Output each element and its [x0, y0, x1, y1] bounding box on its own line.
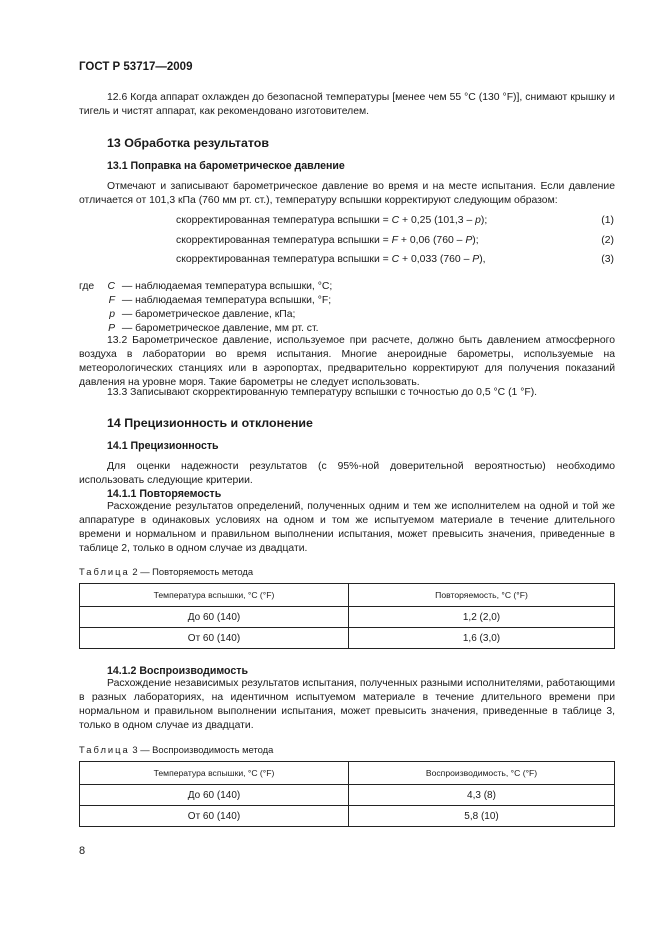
table-cell: До 60 (140) [80, 607, 349, 628]
table-2-repeatability [79, 583, 615, 649]
legend-row: F — наблюдаемая температура вспышки, °F; [108, 295, 332, 306]
formula-number: (3) [601, 254, 614, 265]
paragraph-12-6: 12.6 Когда аппарат охлажден до безопасной температуры [менее чем 55 °С (130 °F)], снимают крышку и тигель и чистят аппарат, как рекомендовано изготовителем. [79, 92, 615, 117]
table-cell: До 60 (140) [80, 785, 349, 806]
legend-row: где C — наблюдаемая температура вспышки, °С; [79, 281, 333, 292]
paragraph-13-3: 13.3 Записывают скорректированную температуру вспышки с точностью до 0,5 °С (1 °F). [107, 387, 538, 398]
table-header-cell: Воспроизводимость, °С (°F) [349, 762, 615, 785]
table-header-cell: Повторяемость, °С (°F) [349, 584, 615, 607]
section-13-title: 13 Обработка результатов [107, 136, 269, 150]
paragraph-13-2: 13.2 Барометрическое давление, используемое при расчете, должно быть давлением атмосферного воздуха в лаборатории во время испытания. Многие анероидные барометры, используемые на метеорологических станциях или в аэропортах, предварительно корректируют для получения показаний давления на уровне моря. Такие барометры не следует использовать. [79, 335, 615, 388]
table-cell: От 60 (140) [80, 628, 349, 649]
paragraph-14-1: Для оценки надежности результатов (с 95%-ной доверительной вероятностью) необходимо использовать следующие критерии. [79, 461, 615, 486]
formula-1: скорректированная температура вспышки = C + 0,25 (101,3 – p); (1) [176, 215, 614, 226]
table-header-cell: Температура вспышки, °С (°F) [80, 762, 349, 785]
legend-row: P — барометрическое давление, мм рт. ст. [108, 323, 319, 334]
paragraph-14-1-1: Расхождение результатов определений, полученных одним и тем же исполнителем на одной и той же аппаратуре в одинаковых условиях на одном и том же испытуемом материале в течение длительного времени и нормальном и правильном выполнении испытания, может превысить значения, приведенные в таблице 2, только в одном случае из двадцати. [79, 501, 615, 554]
formula-2: скорректированная температура вспышки = F + 0,06 (760 – P); (2) [176, 235, 614, 246]
subsection-14-1-1-title: 14.1.1 Повторяемость [107, 488, 222, 500]
table-row [80, 806, 615, 827]
table-row [80, 628, 615, 649]
table-cell: 4,3 (8) [349, 785, 615, 806]
table-row [80, 785, 615, 806]
subsection-14-1-2-title: 14.1.2 Воспроизводимость [107, 665, 248, 677]
table-cell: 1,2 (2,0) [349, 607, 615, 628]
table-cell: 1,6 (3,0) [349, 628, 615, 649]
table-row [80, 607, 615, 628]
symbol-legend [79, 280, 332, 336]
table-cell: От 60 (140) [80, 806, 349, 827]
table-3-caption: Таблица 3 — Воспроизводимость метода [79, 744, 274, 755]
table-2-caption: Таблица 2 — Повторяемость метода [79, 566, 254, 577]
table-cell: 5,8 (10) [349, 806, 615, 827]
page-number: 8 [79, 845, 86, 857]
table-header-row [80, 584, 615, 607]
section-14-title: 14 Прецизионность и отклонение [107, 416, 313, 430]
formula-number: (2) [601, 235, 614, 246]
subsection-14-1-title: 14.1 Прецизионность [107, 440, 219, 452]
table-3-reproducibility [79, 761, 615, 827]
formula-number: (1) [601, 215, 614, 226]
document-header: ГОСТ Р 53717—2009 [79, 61, 193, 73]
table-header-row [80, 762, 615, 785]
subsection-13-1-title: 13.1 Поправка на барометрическое давление [107, 160, 345, 172]
legend-row: p — барометрическое давление, кПа; [109, 309, 296, 320]
paragraph-14-1-2: Расхождение независимых результатов испытания, полученных разными исполнителями, работающими в разных лабораториях, на идентичном испытуемом материале в течение длительного времени при нормальном и правильном выполнении испытания, может превысить значения, приведенные в таблице 3, только в одном случае из двадцати. [79, 678, 615, 731]
table-header-cell: Температура вспышки, °С (°F) [80, 584, 349, 607]
formula-3: скорректированная температура вспышки = C + 0,033 (760 – P), (3) [176, 254, 614, 265]
paragraph-13-1: Отмечают и записывают барометрическое давление во время и на месте испытания. Если давление отличается от 101,3 кПа (760 мм рт. ст.), температуру вспышки корректируют следующим образом: [79, 181, 615, 206]
